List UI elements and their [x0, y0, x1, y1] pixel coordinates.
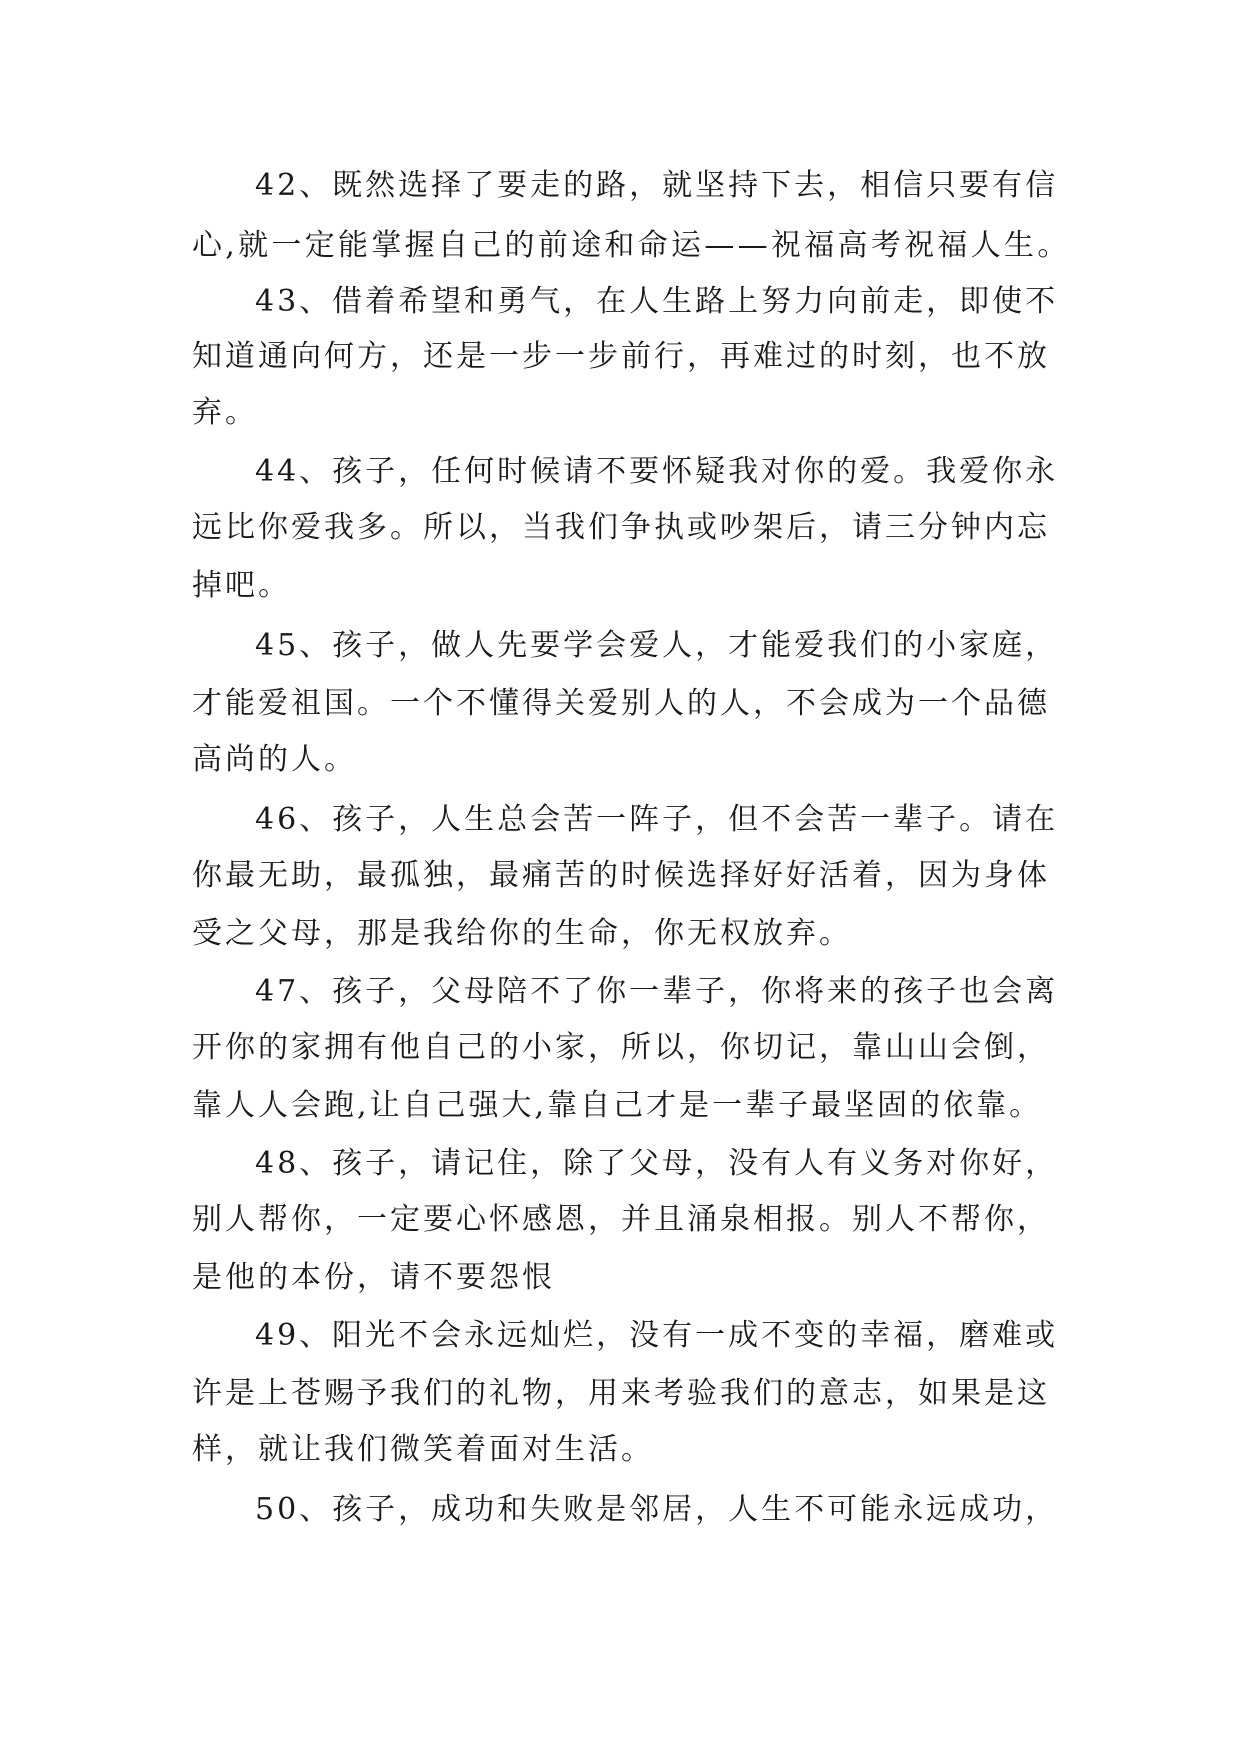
paragraph-47-line-1: 47、孩子，父母陪不了你一辈子，你将来的孩子也会离 — [255, 974, 1059, 1009]
paragraph-43-line-3: 弃。 — [192, 395, 258, 430]
paragraph-48-line-2: 别人帮你，一定要心怀感恩，并且涌泉相报。别人不帮你， — [192, 1202, 1050, 1237]
paragraph-42-line-2: 心,就一定能掌握自己的前途和命运——祝福高考祝福人生。 — [192, 228, 1071, 263]
paragraph-49-line-2: 许是上苍赐予我们的礼物，用来考验我们的意志，如果是这 — [192, 1376, 1050, 1411]
paragraph-46-line-1: 46、孩子，人生总会苦一阵子，但不会苦一辈子。请在 — [255, 802, 1059, 837]
paragraph-47-line-3: 靠人人会跑,让自己强大,靠自己才是一辈子最坚固的依靠。 — [192, 1088, 1043, 1123]
paragraph-49-line-3: 样，就让我们微笑着面对生活。 — [192, 1432, 654, 1467]
paragraph-47-line-2: 开你的家拥有他自己的小家，所以，你切记，靠山山会倒， — [192, 1030, 1050, 1065]
paragraph-46-line-3: 受之父母，那是我给你的生命，你无权放弃。 — [192, 916, 852, 951]
paragraph-43-line-2: 知道通向何方，还是一步一步前行，再难过的时刻，也不放 — [192, 339, 1050, 374]
paragraph-49-line-1: 49、阳光不会永远灿烂，没有一成不变的幸福，磨难或 — [255, 1318, 1059, 1353]
paragraph-44-line-3: 掉吧。 — [192, 568, 291, 603]
paragraph-46-line-2: 你最无助，最孤独，最痛苦的时候选择好好活着，因为身体 — [192, 858, 1050, 893]
paragraph-43-line-1: 43、借着希望和勇气，在人生路上努力向前走，即使不 — [255, 284, 1059, 319]
paragraph-48-line-3: 是他的本份，请不要怨恨 — [192, 1260, 555, 1295]
paragraph-44-line-1: 44、孩子，任何时候请不要怀疑我对你的爱。我爱你永 — [255, 454, 1059, 489]
paragraph-44-line-2: 远比你爱我多。所以，当我们争执或吵架后，请三分钟内忘 — [192, 510, 1050, 545]
paragraph-45-line-2: 才能爱祖国。一个不懂得关爱别人的人，不会成为一个品德 — [192, 686, 1050, 721]
paragraph-50-line-1: 50、孩子，成功和失败是邻居，人生不可能永远成功， — [255, 1492, 1059, 1527]
paragraph-45-line-1: 45、孩子，做人先要学会爱人，才能爱我们的小家庭， — [255, 628, 1059, 663]
paragraph-48-line-1: 48、孩子，请记住，除了父母，没有人有义务对你好， — [255, 1146, 1059, 1181]
paragraph-45-line-3: 高尚的人。 — [192, 742, 357, 777]
paragraph-42-line-1: 42、既然选择了要走的路，就坚持下去，相信只要有信 — [255, 168, 1059, 203]
